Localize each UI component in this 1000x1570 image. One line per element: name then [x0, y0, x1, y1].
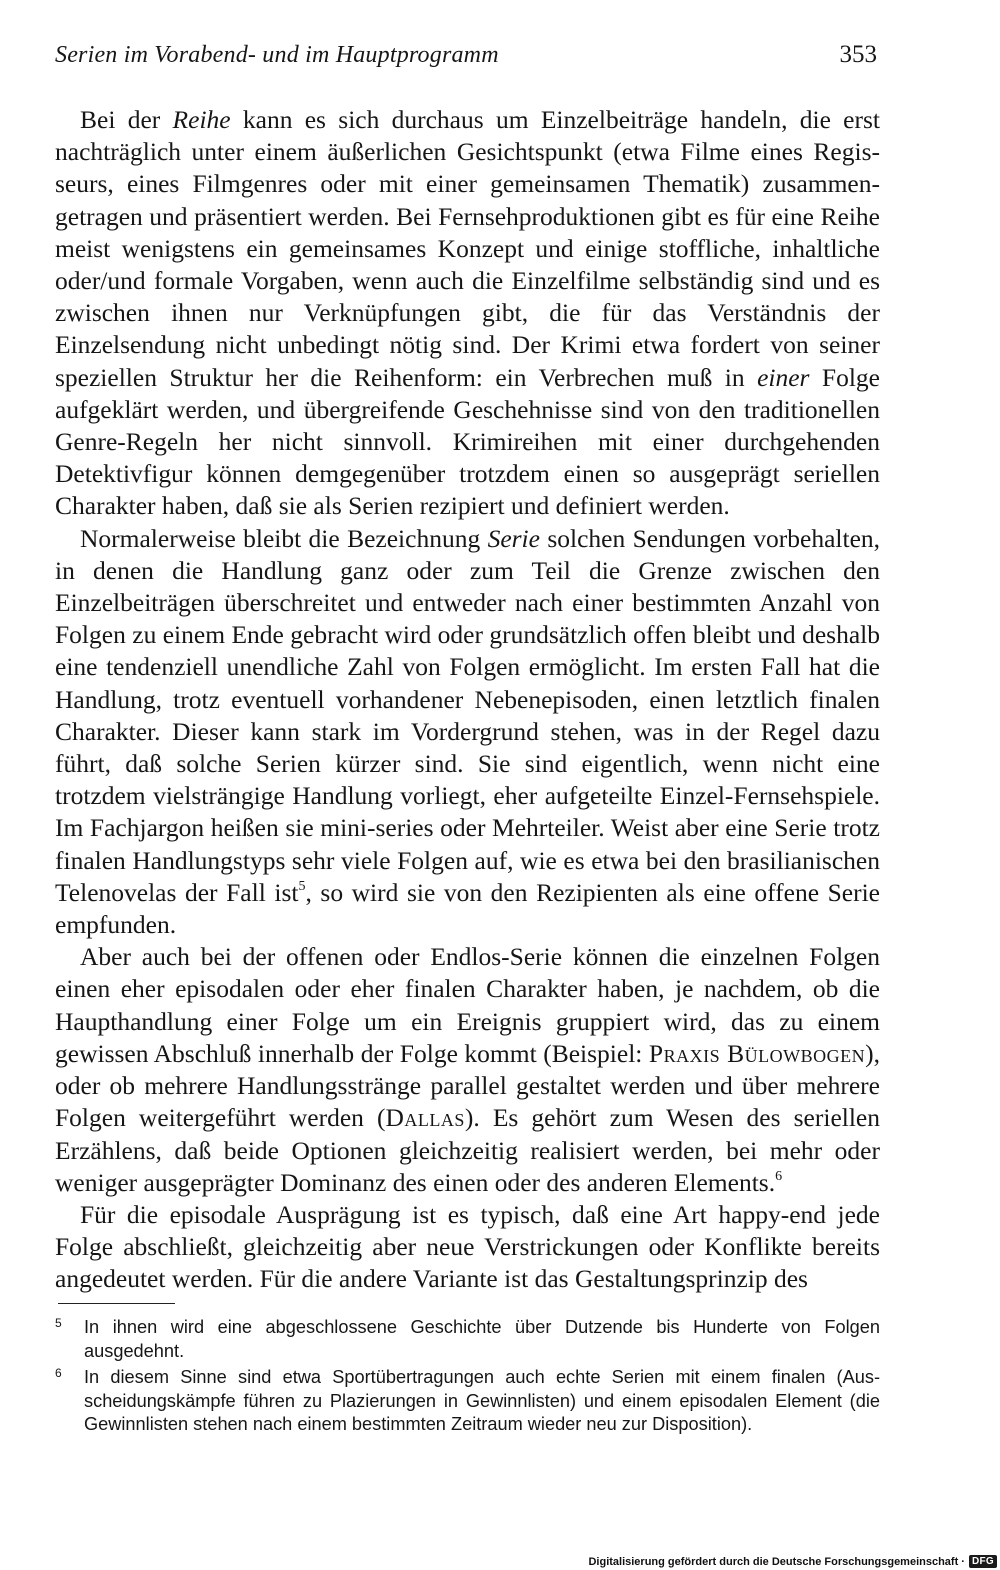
dfg-logo: DFG: [969, 1555, 997, 1568]
footnote-5: [55, 1316, 880, 1363]
credit-text: Digitalisierung gefördert durch die Deutsche Forschungsgemeinschaft ·: [588, 1555, 965, 1568]
paragraph-2: Normalerweise bleibt die Bezeichnung Serie solchen Sendungen vorbehalten, in denen die Handlung ganz oder zum Teil die Grenze zwischen den Einzelbeiträgen überschreitet und entweder nach einer bestimmten Anzahl von Folgen zu einem Ende gebracht wird oder grundsätzlich offen bleibt und deshalb eine tendenziell unendliche Zahl von Folgen ermöglicht. Im ersten Fall hat die Handlung, trotz eventuell vorhandener Nebenepisoden, einen letztlich finalen Charakter. Dieser kann stark im Vordergrund stehen, was in der Regel dazu führt, daß solche Serien kürzer sind. Sie sind eigentlich, wenn nicht eine trotzdem vielsträngige Handlung vorliegt, eher aufgeteilte Einzel-Fernsehspiele. Im Fachjargon heißen sie mini-series oder Mehrteiler. Weist aber eine Serie trotz finalen Handlungstyps sehr viele Folgen auf, wie es etwa bei den brasilianischen Telenovelas der Fall ist$^5$, so wird sie von den Rezipienten als eine offene Serie empfunden.: [55, 523, 881, 940]
digitization-credit: [588, 1553, 1000, 1570]
footnote-6: [55, 1366, 880, 1437]
page-number: 353: [839, 41, 877, 68]
paragraph-4: Für die episodale Ausprägung ist es typisch, daß eine Art happy-end jede Folge abschließt, gleichzeitig aber neue Verstrickungen oder Konflikte bereits angedeutet werden. Für die andere Variante ist das Gestaltungsprinzip des: [55, 1199, 880, 1294]
footnote-ref-5[interactable]: 5: [298, 878, 306, 894]
footnote-ref-6[interactable]: 6: [775, 1168, 783, 1184]
body-text: [55, 104, 880, 1296]
footnote-number: 5: [55, 1316, 62, 1330]
footnotes: [55, 1316, 880, 1440]
running-title: Serien im Vorabend- und im Hauptprogramm: [55, 42, 499, 68]
paragraph-3: Aber auch bei der offenen oder Endlos-Serie können die einzelnen Folgen einen eher episodalen oder eher finalen Charakter haben, je nachdem, ob die Haupthandlung einer Folge um ein Ereignis gruppiert wird, das zu einem gewissen Abschluß innerhalb der Folge kommt (Beispiel: Praxis Bülowbogen), oder ob mehrere Handlungsstränge parallel gestaltet werden und über mehrere Folgen weitergeführt werden (Dallas). Es gehört zum Wesen des seriellen Erzählens, daß beide Optionen gleichzeitig realisiert werden, bei mehr oder weniger ausgeprägter Dominanz des einen oder des anderen Elements.$^6$: [55, 942, 880, 1197]
running-head: [55, 38, 877, 72]
footnote-number: 6: [55, 1366, 62, 1380]
footnote-text: In diesem Sinne sind etwa Sportübertragungen auch echte Serien mit einem finalen (Ausscheidungskämpfe führen zu Plazierungen in Gewinnlisten) und einem episodalen Element (die Gewinnlisten stehen nach einem bestimmten Zeitraum wieder neu zur Disposition).: [84, 1367, 880, 1434]
paragraph-1: Bei der Reihe kann es sich durchaus um Einzelbeiträge handeln, die erst nachträglich unter einem äußerlichen Gesichtspunkt (etwa Filme eines Regisseurs, eines Filmgenres oder mit einer gemeinsamen Thematik) zusammengetragen und präsentiert werden. Bei Fernsehproduktionen gibt es für eine Reihe meist wenigstens ein gemeinsames Konzept und einige stoffliche, inhaltliche oder/und formale Vorgaben, wenn auch die Einzelfilme selbständig sind und es zwischen ihnen nur Verknüpfungen gibt, die für das Verständnis der Einzelsendung nicht unbedingt nötig sind. Der Krimi etwa fordert von seiner speziellen Struktur her die Reihenform: ein Verbrechen muß in einer Folge aufgeklärt werden, und übergreifende Geschehnisse sind von den traditionellen Genre-Regeln her nicht sinnvoll. Krimireihen mit einer durchgehenden Detektivfigur können demgegenüber trotzdem einen so ausgeprägt seriellen Charakter haben, daß sie als Serien rezipiert und definiert werden.: [55, 105, 880, 521]
footnote-divider: [58, 1303, 175, 1304]
footnote-text: In ihnen wird eine abgeschlossene Geschichte über Dutzende bis Hunderte von Folgen ausgedehnt.: [84, 1317, 880, 1361]
